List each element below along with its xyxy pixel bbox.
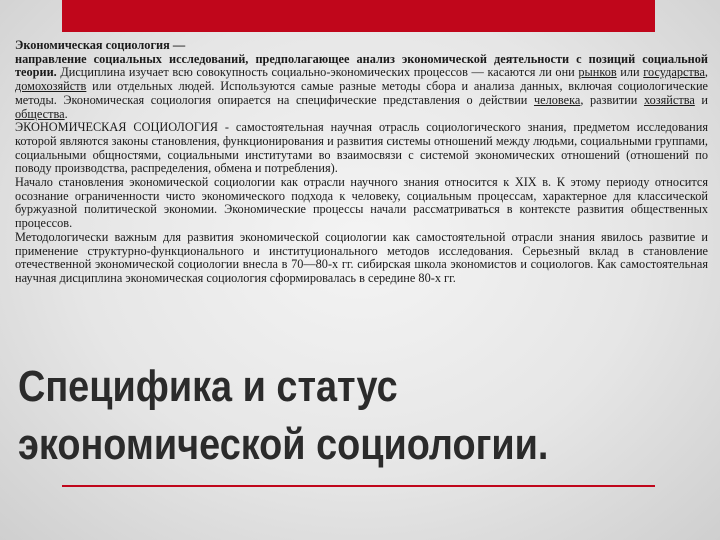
lead-term: Экономическая социология — (15, 38, 186, 52)
link-economy[interactable]: хозяйства (643, 92, 695, 107)
link-state[interactable]: государства (643, 65, 705, 80)
paragraph-text: , (704, 65, 708, 80)
paragraph-text: или (616, 65, 644, 80)
paragraph-history: Начало становления экономической социологии как отрасли научного знания относится к XIX в. К этому периоду относится осознание ограниченности чисто экономического подхода к человеку, социальным процессам, характерное для классической буржуазной политической экономии. Экономические процессы начали рассматриваться в контексте развития общественных процессов. (15, 175, 708, 231)
link-markets[interactable]: рынков (578, 65, 617, 80)
title-line-2: экономической социологии. (18, 420, 549, 469)
paragraph-definition (15, 39, 708, 121)
slide-title (18, 358, 603, 474)
title-line-1: Специфика и статус (18, 362, 398, 411)
top-accent-bar (62, 0, 655, 32)
paragraph-branch-definition: ЭКОНОМИЧЕСКАЯ СОЦИОЛОГИЯ - самостоятельная научная отрасль социологического знания, предметом исследования которой являются законы становления, функционирования и развития системы отношений между людьми, социальными группами, социальными общностями, социальными институтами во взаимосвязи с системой экономических отношений (отношений по поводу производства, распределения, обмена и потребления). (15, 120, 708, 176)
title-underline-rule (62, 485, 655, 487)
lead-definition: направление социальных исследований, предполагающее анализ экономической деятельности с позиций социальной теории. (15, 51, 708, 80)
paragraph-text: Дисциплина изучает всю совокупность социально-экономических процессов — касаются ли они (56, 65, 579, 80)
link-society[interactable]: общества (15, 106, 65, 121)
link-households[interactable]: домохозяйств (15, 79, 87, 94)
paragraph-methodology: Методологически важным для развития экономической социологии как самостоятельной отрасли знания явилось развитие и применение структурно-функционального и институционального методов исследования. Серьезный вклад в становление отечественной экономической социологии внесла в 70—80-х гг. сибирская школа экономистов и социологов. Как самостоятельная научная дисциплина экономическая социология сформировалась в середине 80-х гг. (15, 229, 708, 285)
paragraph-text: . (64, 106, 68, 121)
link-person[interactable]: человека (533, 92, 581, 107)
paragraph-text: , развитии (580, 92, 644, 107)
body-text (15, 39, 708, 286)
paragraph-text: и (694, 92, 708, 107)
paragraph-text: или отдельных людей. Используются самые разные методы сбора и анализа данных, включая социологические методы. Экономическая социология опирается на специфические представления о действии (15, 79, 708, 107)
